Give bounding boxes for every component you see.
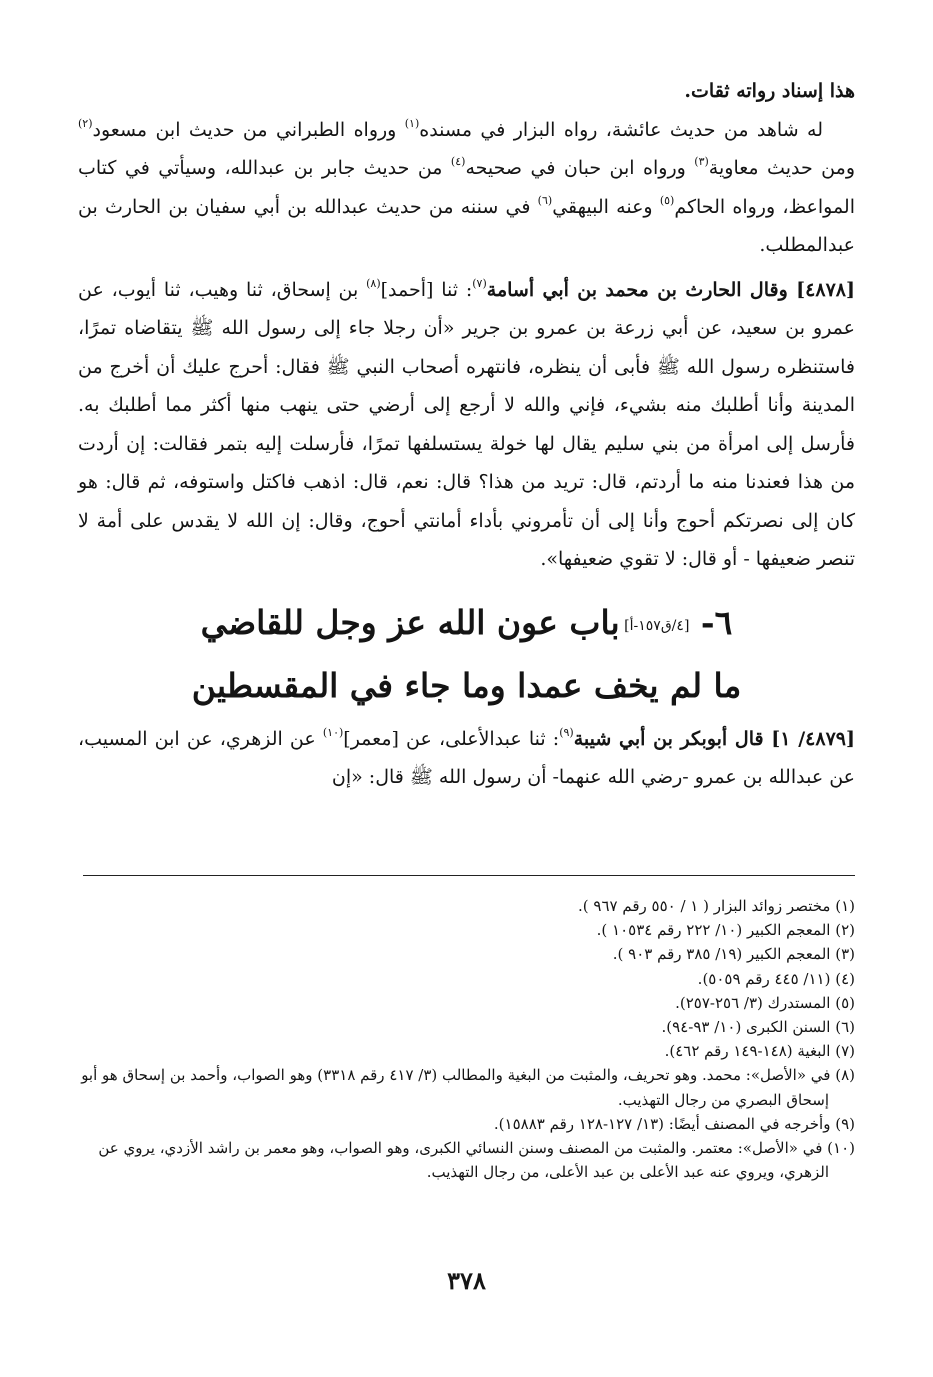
para1-text-d: ورواه ابن حبان في صحيحه [465,157,695,179]
chapter-title-1: باب عون الله عز وجل للقاضي [200,602,620,642]
footnote-ref-2[interactable]: (٢) [78,116,93,130]
footnote-10: (١٠) في «الأصل»: معتمر. والمثبت من المصنف وسنن النسائي الكبرى، وهو الصواب، وهو معمر بن راشد الأزدي، يروي عن الزهري، ويروي عنه عبد الأعلى بن عبد الأعلى، من رجال التهذيب. [98,1139,855,1182]
para1-text-a: له شاهد من حديث عائشة، رواه البزار في مسنده [419,118,823,141]
para1-text-b: ورواه الطبراني من حديث ابن مسعود [92,118,405,141]
hadith-4879-text-a: : ثنا عبدالأعلى، عن [معمر] [343,727,560,750]
hadith-4878 [78,271,855,579]
para1-text-g: في سننه من حديث عبدالله بن أبي سفيان بن الحارث بن عبدالمطلب. [78,195,855,256]
footnote-8: (٨) في «الأصل»: محمد. وهو تحريف، والمثبت من البغية والمطالب (٣/ ٤١٧ رقم ٣٣١٨) وهو الصواب، وأحمد بن إسحاق هو أبو إسحاق البصري من رجال التهذيب. [81,1066,855,1109]
footnote-ref-1[interactable]: (١) [404,116,420,130]
paragraph-shahid [78,111,855,265]
footnote-ref-3[interactable]: (٣) [694,155,709,168]
chapter-title-line-1 [78,593,855,656]
footnote-ref-8[interactable]: (٨) [366,276,381,290]
hadith-4879 [78,720,855,797]
page-number: ٣٧٨ [447,1266,486,1295]
para1-text-c: ومن حديث معاوية [708,157,855,179]
footnotes-list [78,894,855,1184]
footnote-5: (٥) المستدرك (٣/ ٢٥٦-٢٥٧). [675,993,855,1012]
footnote-ref-10[interactable]: (١٠) [322,725,344,739]
footnote-ref-4[interactable]: (٤) [450,155,466,168]
footnote-ref-7[interactable]: (٧) [472,276,487,290]
hadith-number-4878: [٤٨٧٨] [796,278,855,301]
chapter-number: ٦- [689,602,733,642]
footnote-7: (٧) البغية (١٤٨-١٤٩ رقم ٤٦٢). [664,1042,855,1061]
hadith-4879-text-b: عن الزهري، عن ابن المسيب، عن عبدالله بن عمرو -رضي الله عنهما- أن رسول الله ﷺ قال: «إن [78,727,855,788]
hadith-4879-narrator: قال أبوبكر بن أبي شيبة [573,727,772,750]
hadith-4878-text-a: : ثنا [أحمد] [380,278,473,301]
para1-text-f: وعنه البيهقي [552,195,660,218]
hadith-4878-narrator: وقال الحارث بن محمد بن أبي أسامة [486,278,797,301]
hadith-4878-text-b: بن إسحاق، ثنا وهيب، ثنا أيوب، عن عمرو بن سعيد، عن أبي زرعة بن عمرو بن جرير «أن رجلا جاء إلى رسول الله ﷺ يتقاضاه تمرًا، فاستنظره رسول الله ﷺ فأبى أن ينظره، فانتهره أصحاب النبي ﷺ فقال: أحرج عليك أن أخرج من المدينة وأنا أطلبك منه بشيء، فإني والله لا أرجع إلى أرضي حتى ينهب منها أكثر مما أطلبك به. فأرسل إلى امرأة من بني سليم يقال لها خولة يستسلفها تمرًا، فأرسلت إليه بتمر فقالت: إن أردت من هذا فعندنا منه ما أردتم، قال: تريد من هذا؟ قال: نعم، قال: اذهب فاكتل واستوفه، ثم قال: هو كان إلى نصرتكم أحوج وأنا إلى أن تأمروني بأداء أمانتي أحوج، وقال: إن الله لا يقدس على أمة لا تنصر ضعيفها - أو قال: لا تقوي ضعيفها». [78,278,855,570]
hadith-number-4879: [٤٨٧٩/ ١] [771,727,855,750]
main-text [78,72,855,797]
footnote-separator [83,875,855,876]
footnote-2: (٢) المعجم الكبير (١٠/ ٢٢٢ رقم ١٠٥٣٤ ). [596,921,855,940]
para1-text-e: من حديث جابر بن عبدالله، وسيأتي في كتاب المواعظ، ورواه الحاكم [78,157,855,218]
footnote-6: (٦) السنن الكبرى (١٠/ ٩٣-٩٤). [661,1018,855,1037]
footnote-ref-5[interactable]: (٥) [659,193,675,207]
manuscript-folio-mark: [٤/ق١٥٧-أ] [619,617,690,634]
top-line: هذا إسناد رواته ثقات. [684,80,855,102]
chapter-heading [78,593,855,716]
footnote-1: (١) مختصر زوائد البزار ( ١ / ٥٥٠ رقم ٩٦٧ ). [578,897,855,915]
footnote-3: (٣) المعجم الكبير (١٩/ ٣٨٥ رقم ٩٠٣ ). [612,945,855,964]
footnote-9: (٩) وأخرجه في المصنف أيضًا: (١٣/ ١٢٧-١٢٨ رقم ١٥٨٨٣). [493,1114,855,1133]
footnote-ref-9[interactable]: (٩) [559,725,574,739]
footnote-4: (٤) (١١/ ٤٤٥ رقم ٥٠٥٩). [697,969,855,988]
footnote-ref-6[interactable]: (٦) [537,193,553,207]
chapter-title-line-2: ما لم يخف عمدا وما جاء في المقسطين [191,665,742,705]
